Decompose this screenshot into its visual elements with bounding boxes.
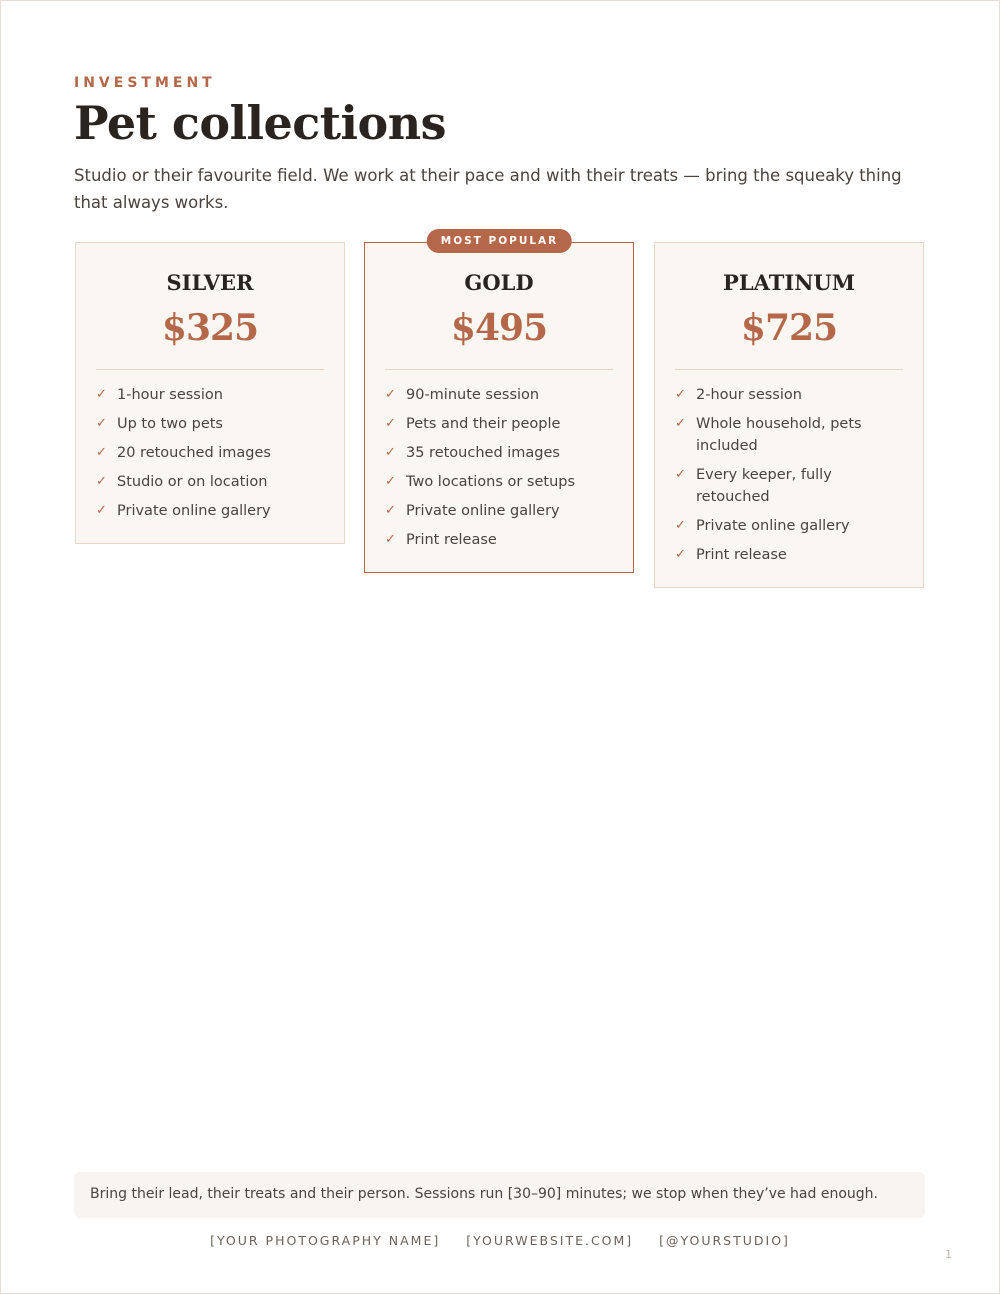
feature-text: Studio or on location [117,474,268,490]
page-title: Pet collections [74,96,447,150]
tier-price: $725 [740,307,838,349]
feature-item [675,515,903,537]
feature-item [96,500,324,522]
feature-text: Private online gallery [406,503,560,519]
feature-text: Whole household, pets included [696,416,862,454]
tier-name: PLATINUM [723,270,855,295]
feature-item [385,384,613,406]
footer-handle: [@YOURSTUDIO] [659,1233,790,1248]
card-divider [96,369,324,370]
check-icon: ✓ [675,416,686,431]
feature-text: Private online gallery [117,503,271,519]
footer [0,1233,1000,1248]
check-icon: ✓ [96,416,107,431]
check-icon: ✓ [96,474,107,489]
check-icon: ✓ [675,467,686,482]
feature-item [385,529,613,551]
tier-name: GOLD [464,270,534,295]
check-icon: ✓ [96,503,107,518]
feature-item [675,413,903,457]
card-divider [385,369,613,370]
feature-item [96,442,324,464]
check-icon: ✓ [675,387,686,402]
feature-item [96,471,324,493]
footer-website: [YOURWEBSITE.COM] [466,1233,634,1248]
feature-text: 90-minute session [406,387,540,403]
feature-item [385,442,613,464]
pricing-card-gold [364,235,634,573]
feature-item [675,464,903,508]
tier-price: $495 [450,307,548,349]
feature-item [675,384,903,406]
most-popular-badge: MOST POPULAR [427,229,572,253]
page-number: 1 [945,1248,952,1261]
check-icon: ✓ [385,387,396,402]
tier-name: SILVER [166,270,254,295]
check-icon: ✓ [385,532,396,547]
check-icon: ✓ [675,547,686,562]
feature-list [365,384,633,572]
feature-text: 20 retouched images [117,445,271,461]
feature-item [675,544,903,566]
check-icon: ✓ [96,445,107,460]
feature-item [96,384,324,406]
pricing-card-platinum [654,242,924,588]
feature-item [385,500,613,522]
feature-text: Every keeper, fully retouched [696,467,832,505]
check-icon: ✓ [385,416,396,431]
feature-text: Print release [406,532,497,548]
card-divider [675,369,903,370]
check-icon: ✓ [385,503,396,518]
feature-text: 35 retouched images [406,445,560,461]
feature-text: 1-hour session [117,387,223,403]
feature-text: Pets and their people [406,416,561,432]
check-icon: ✓ [96,387,107,402]
feature-text: 2-hour session [696,387,802,403]
feature-item [385,471,613,493]
tier-price: $325 [161,307,259,349]
feature-list [655,384,923,587]
check-icon: ✓ [385,445,396,460]
footer-studio-name: [YOUR PHOTOGRAPHY NAME] [210,1233,441,1248]
feature-text: Up to two pets [117,416,223,432]
check-icon: ✓ [385,474,396,489]
section-eyebrow: INVESTMENT [74,75,216,91]
feature-text: Private online gallery [696,518,850,534]
feature-text: Two locations or setups [406,474,576,490]
feature-list [76,384,344,543]
check-icon: ✓ [675,518,686,533]
feature-item [385,413,613,435]
intro-text: Studio or their favourite field. We work at their pace and with their treats — bring the squeaky thing that always works. [74,166,902,212]
session-note: Bring their lead, their treats and their person. Sessions run [30–90] minutes; we stop when they’ve had enough. [74,1172,925,1218]
feature-text: Print release [696,547,787,563]
feature-item [96,413,324,435]
pricing-card-silver [75,242,345,544]
